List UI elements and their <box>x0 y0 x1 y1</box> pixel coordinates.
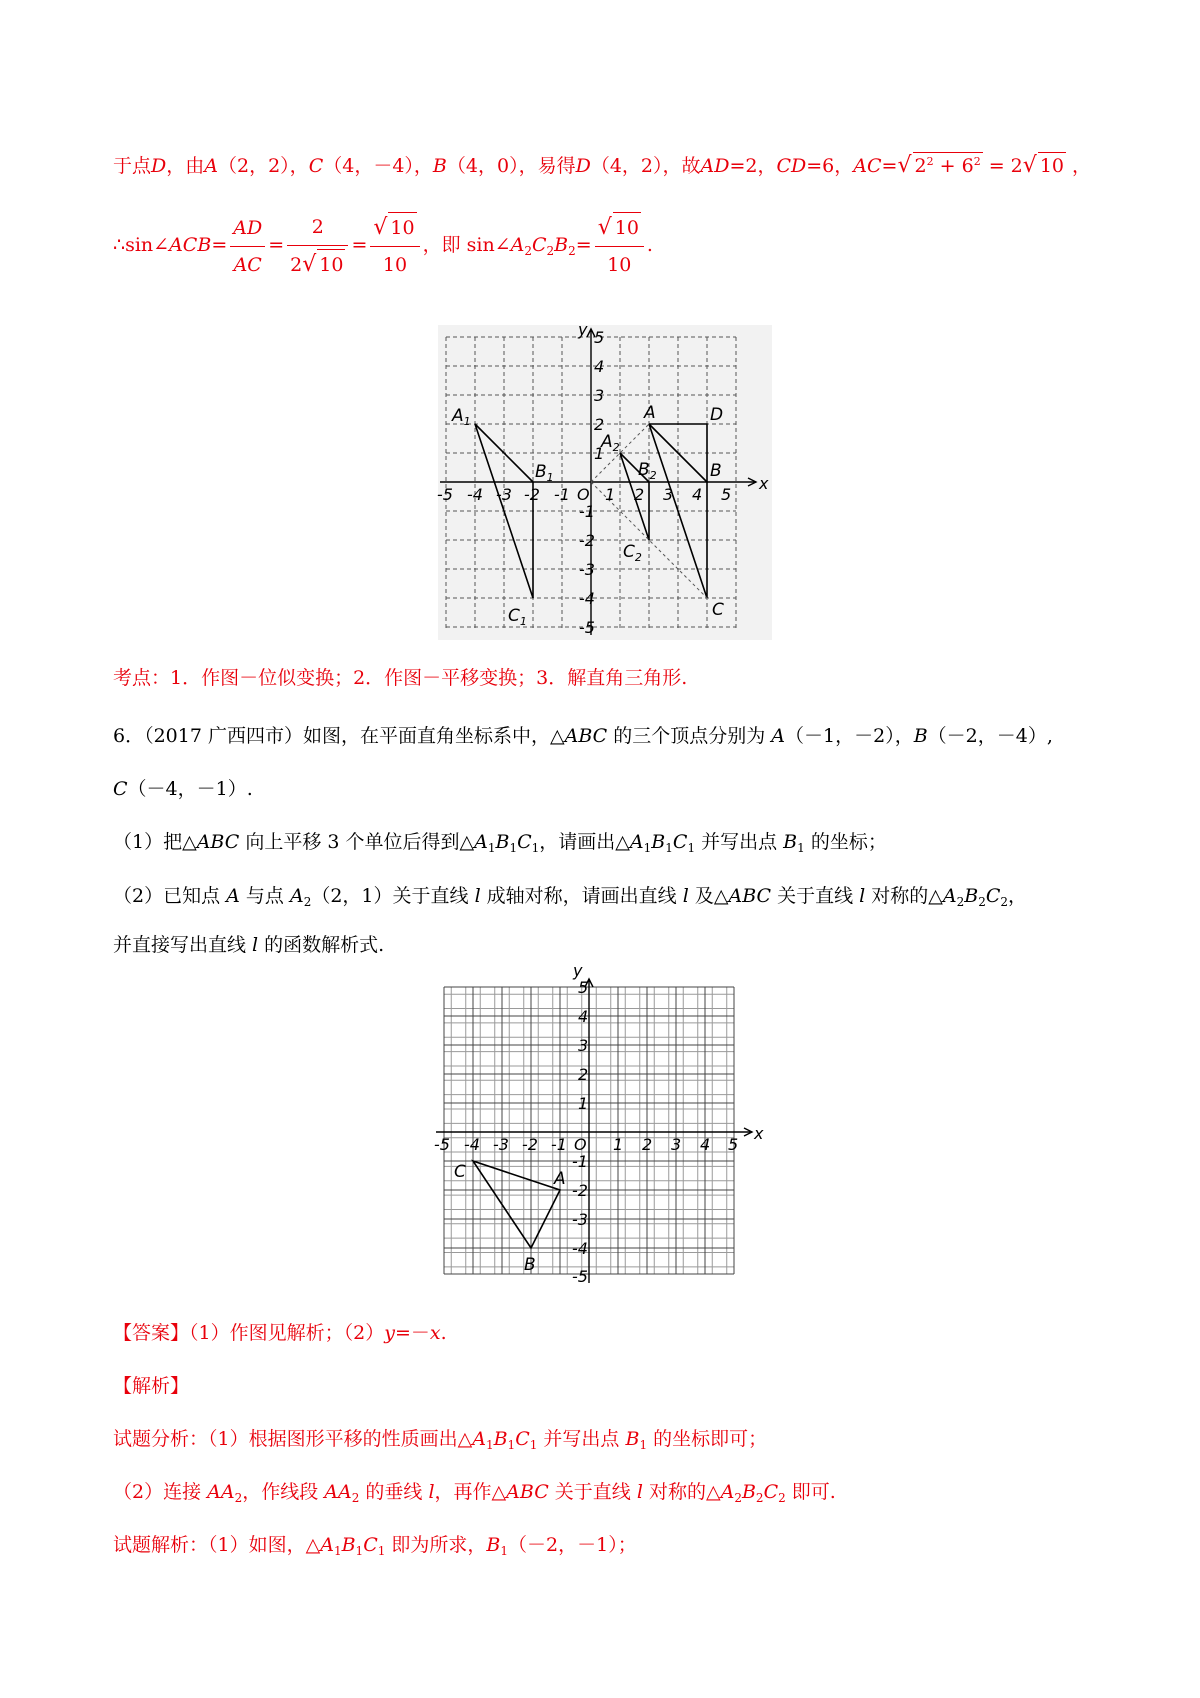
analysis-line-2 <box>113 1479 836 1505</box>
tick-y: -2 <box>579 531 595 550</box>
coord-B1: （－2，－1）； <box>508 1534 637 1556</box>
origin-label: O <box>574 1135 587 1154</box>
coord-A: （2，2）， <box>218 155 309 177</box>
subscript: 1 <box>485 1438 494 1452</box>
tick-y: 5 <box>594 328 605 347</box>
denominator: AC <box>233 253 262 276</box>
label-c: C <box>712 600 724 620</box>
tick-y: 3 <box>594 386 605 405</box>
problem-6-stem-line-2 <box>113 776 253 802</box>
var-l: l <box>474 885 481 907</box>
text: 试题分析：（1）根据图形平移的性质画出△ <box>113 1428 473 1450</box>
axis-label-x: x <box>754 1124 764 1143</box>
label-b1: $B_1$ <box>535 462 554 484</box>
tick-x: 3 <box>671 1135 682 1154</box>
text: 6 <box>961 155 974 177</box>
coord-A: （－1，－2）， <box>785 725 914 747</box>
label-a1: $A_1$ <box>452 406 471 428</box>
subscript: 1 <box>639 1438 648 1452</box>
text: 关于直线 <box>771 885 860 907</box>
tick-x: 4 <box>692 485 703 504</box>
var-x: x <box>429 1322 441 1344</box>
text: 2 <box>290 254 303 276</box>
var-A: A <box>289 885 304 907</box>
subscript: 1 <box>665 841 673 855</box>
text: （2，1）关于直线 <box>311 885 475 907</box>
var-AA: AA <box>207 1481 235 1503</box>
problem-6-question-1 <box>113 829 887 855</box>
text: 向上平移 3 个单位后得到△ <box>239 831 475 853</box>
var-B: B <box>964 885 979 907</box>
var-A: A <box>629 831 644 853</box>
subscript: 2 <box>234 1491 243 1505</box>
var-A: A <box>474 831 488 853</box>
fraction-ad-ac <box>230 213 265 280</box>
var-C: C <box>672 831 688 853</box>
subscript: 2 <box>1000 895 1009 909</box>
tick-y: -3 <box>579 560 595 579</box>
tick-y: -1 <box>579 502 595 521</box>
subscript: 2 <box>755 1491 764 1505</box>
text: =－ <box>394 1322 430 1344</box>
tick-y: 1 <box>578 1094 589 1113</box>
tick-y: 2 <box>578 1065 589 1084</box>
denominator: 10 <box>607 254 632 276</box>
var-B: B <box>913 725 928 747</box>
radical-sign: √ <box>373 215 388 240</box>
radical-sign: √ <box>897 153 912 178</box>
tick-x: -3 <box>496 485 512 504</box>
var-y: y <box>384 1322 395 1344</box>
coord-D: （4，2），故 <box>590 155 701 177</box>
subscript: 1 <box>687 841 696 855</box>
label-d: D <box>710 405 724 425</box>
tick-y: -2 <box>572 1181 588 1200</box>
label-a: A <box>644 403 656 423</box>
coord-C: （4，－4）， <box>323 155 433 177</box>
subscript: 1 <box>355 1544 364 1558</box>
var-ACB: ACB <box>169 234 212 256</box>
subscript: 1 <box>507 1438 516 1452</box>
tick-x: 1 <box>605 485 616 504</box>
var-ABC: ABC <box>196 831 240 853</box>
subscript: 1 <box>487 841 496 855</box>
var-C: C <box>531 234 547 256</box>
var-B: B <box>486 1534 501 1556</box>
tick-y: -5 <box>572 1267 588 1286</box>
text: 及△ <box>688 885 729 907</box>
numerator: AD <box>230 213 265 247</box>
text: （1）把△ <box>113 831 197 853</box>
text: 6．（2017 广西四市）如图，在平面直角坐标系中，△ <box>113 725 565 747</box>
var-B: B <box>625 1428 640 1450</box>
subscript: 1 <box>333 1544 342 1558</box>
text: 的坐标； <box>804 831 887 853</box>
text: 于点 <box>113 155 152 177</box>
subscript: 2 <box>734 1491 742 1505</box>
var-l: l <box>682 885 689 907</box>
triangle-abc <box>473 1161 560 1248</box>
var-l: l <box>428 1481 435 1503</box>
tick-x: -2 <box>522 1135 538 1154</box>
tick-y: -5 <box>579 618 595 637</box>
kaodian-line: 考点：1．作图－位似变换；2．作图－平移变换；3．解直角三角形. <box>113 667 688 689</box>
var-l: l <box>636 1481 643 1503</box>
var-A: A <box>472 1428 486 1450</box>
exponent: 2 <box>926 155 934 168</box>
analysis-line-1 <box>113 1426 767 1452</box>
var-D: D <box>575 155 591 177</box>
label-c1: $C_1$ <box>508 606 527 628</box>
subscript: 1 <box>500 1544 509 1558</box>
var-B: B <box>554 234 569 256</box>
numerator <box>370 212 419 247</box>
text: （2）连接 <box>113 1481 208 1503</box>
subscript: 1 <box>509 841 518 855</box>
text: = <box>211 234 228 256</box>
subscript: 1 <box>377 1544 386 1558</box>
var-l: l <box>252 934 259 956</box>
label-a2: $A_2$ <box>601 432 620 454</box>
sqrt-value: 10 <box>613 212 641 243</box>
var-AA: AA <box>324 1481 352 1503</box>
tick-y: 5 <box>578 978 589 997</box>
var-l: l <box>859 885 866 907</box>
tick-x: -4 <box>467 485 483 504</box>
text: ，作线段 <box>242 1481 325 1503</box>
var-C: C <box>308 155 324 177</box>
text: 即为所求， <box>385 1534 487 1556</box>
text: ，再作△ <box>434 1481 507 1503</box>
text: 关于直线 <box>548 1481 637 1503</box>
solution-line-2: ∴sin∠ACB= $\frac{AD}{AC}$ = $\frac{2}{2√ 10}$ = $\frac{√ 10}{10}$ ，即 $\sin\angle A_2C_2B_2=$ $\frac{√ 10}{10}$ . <box>113 212 653 280</box>
solution-line-1 <box>113 152 1091 179</box>
subscript: 2 <box>303 895 312 909</box>
tick-y: 2 <box>594 415 605 434</box>
label-c2: $C_2$ <box>623 542 642 564</box>
text: 与点 <box>239 885 290 907</box>
var-C: C <box>763 1481 779 1503</box>
label-b: B <box>710 461 722 481</box>
fraction-2-over-2root10 <box>287 212 348 280</box>
text: = <box>575 234 592 256</box>
subscript: 2 <box>524 244 532 258</box>
sqrt-value: 10 <box>388 212 416 243</box>
axis-label-y: y <box>578 320 588 339</box>
tick-x: 3 <box>663 485 674 504</box>
var-A: A <box>320 1534 334 1556</box>
var-A: A <box>771 725 786 747</box>
tick-x: -5 <box>437 485 453 504</box>
numerator: 2 <box>287 212 348 246</box>
answer-line <box>113 1320 447 1346</box>
sqrt-value: 10 <box>1038 152 1066 179</box>
var-D: D <box>151 155 167 177</box>
var-ABC: ABC <box>506 1481 549 1503</box>
subscript: 2 <box>546 244 555 258</box>
var-B: B <box>341 1534 356 1556</box>
tick-x: 2 <box>634 485 645 504</box>
fraction-root10-over-10 <box>370 212 419 280</box>
subscript: 2 <box>956 895 965 909</box>
radical-sign: √ <box>597 215 612 240</box>
text: ，请画出△ <box>539 831 630 853</box>
sqrt-expression <box>913 152 983 179</box>
var-B: B <box>495 831 510 853</box>
tick-y: -4 <box>579 589 595 608</box>
numerator <box>595 212 644 247</box>
text: . <box>440 1322 447 1344</box>
analysis-line-3 <box>113 1532 637 1558</box>
text: 2 <box>914 155 927 177</box>
subscript: 2 <box>978 895 986 909</box>
tick-x: -1 <box>551 1135 567 1154</box>
text: 试题解析：（1）如图，△ <box>113 1534 321 1556</box>
axis-label-x: x <box>759 474 769 493</box>
text: 并写出点 <box>695 831 784 853</box>
tick-y: 1 <box>594 444 605 463</box>
var-B: B <box>783 831 798 853</box>
tick-y: 4 <box>578 1007 589 1026</box>
problem-6-stem-line-1 <box>113 723 1053 749</box>
radical-sign: √ <box>302 252 317 277</box>
tick-x: -3 <box>493 1135 509 1154</box>
therefore-symbol: ∴ <box>113 234 126 256</box>
var-A: A <box>720 1481 735 1503</box>
subscript: 1 <box>529 1438 538 1452</box>
tick-x: -5 <box>434 1135 450 1154</box>
label-b2: $B_2$ <box>638 460 657 482</box>
problem-6-question-2-cont <box>113 932 384 958</box>
text: 即可. <box>785 1481 836 1503</box>
tick-x: 5 <box>721 485 732 504</box>
text: ，由 <box>166 155 205 177</box>
tick-x: 1 <box>613 1135 624 1154</box>
coord-C: （－4，－1）. <box>127 778 253 800</box>
var-B: B <box>741 1481 756 1503</box>
figure-2-coordinate-grid <box>432 958 762 1286</box>
tick-y: -4 <box>572 1239 588 1258</box>
figure-1-coordinate-grid <box>437 320 772 640</box>
origin-label: O <box>577 485 590 504</box>
analysis-tag: 【解析】 <box>113 1375 190 1397</box>
var-C: C <box>515 1428 530 1450</box>
text: 对称的△ <box>642 1481 721 1503</box>
sqrt-value: 10 <box>317 249 345 280</box>
tick-x: -1 <box>554 485 570 504</box>
subscript: 1 <box>797 841 805 855</box>
subscript: 2 <box>778 1491 786 1505</box>
coord-B: （－2，－4）, <box>927 725 1053 747</box>
var-AD: AD <box>700 155 730 177</box>
denominator: 10 <box>382 254 408 276</box>
var-C: C <box>517 831 532 853</box>
text: ， <box>1066 155 1092 177</box>
subscript: 2 <box>568 244 576 258</box>
text: （1）作图见解析；（2） <box>189 1322 385 1344</box>
tick-y: 4 <box>594 357 605 376</box>
axis-label-y: y <box>573 961 583 980</box>
text: 的三个顶点分别为 <box>607 725 772 747</box>
var-ABC: ABC <box>564 725 608 747</box>
label-b: B <box>524 1255 536 1275</box>
label-a: A <box>554 1169 566 1189</box>
var-CD: CD <box>776 155 807 177</box>
problem-6-question-2 <box>113 883 1027 909</box>
text: ，即 sin∠ <box>422 234 511 256</box>
var-A: A <box>226 885 240 907</box>
var-B: B <box>432 155 447 177</box>
denominator <box>287 246 348 280</box>
tick-y: -3 <box>572 1210 588 1229</box>
label-c: C <box>454 1162 466 1182</box>
text: 成轴对称，请画出直线 <box>480 885 683 907</box>
text: 的垂线 <box>359 1481 429 1503</box>
var-ABC: ABC <box>728 885 772 907</box>
tick-x: 4 <box>700 1135 711 1154</box>
text: 的函数解析式. <box>258 934 385 956</box>
text: 的坐标即可； <box>647 1428 768 1450</box>
text: 并写出点 <box>537 1428 626 1450</box>
value-CD: =6， <box>806 155 854 177</box>
text: = <box>881 155 898 177</box>
var-A: A <box>510 234 525 256</box>
var-AC: AC <box>853 155 882 177</box>
text: （2）已知点 <box>113 885 227 907</box>
fraction-root10-over-10 <box>595 212 644 280</box>
tick-x: -2 <box>524 485 540 504</box>
tick-x: 2 <box>642 1135 653 1154</box>
tick-x: 5 <box>728 1135 739 1154</box>
var-C: C <box>113 778 128 800</box>
answer-tag: 【答案】 <box>113 1322 190 1344</box>
var-B: B <box>651 831 666 853</box>
subscript: 1 <box>531 841 540 855</box>
exponent: 2 <box>973 155 981 168</box>
tick-x: -4 <box>464 1135 480 1154</box>
var-C: C <box>363 1534 378 1556</box>
tick-y: -1 <box>572 1152 588 1171</box>
radical-sign: √ <box>1022 153 1037 178</box>
var-C: C <box>985 885 1001 907</box>
text: sin∠ <box>125 234 170 256</box>
text: 对称的△ <box>865 885 943 907</box>
coord-B: （4，0），易得 <box>446 155 576 177</box>
tick-y: 3 <box>578 1036 589 1055</box>
text: . <box>646 234 653 256</box>
var-A: A <box>204 155 218 177</box>
var-B: B <box>493 1428 508 1450</box>
subscript: 1 <box>643 841 652 855</box>
text: + <box>933 155 962 177</box>
text: 并直接写出直线 <box>113 934 253 956</box>
var-A: A <box>942 885 957 907</box>
value-AD: =2， <box>729 155 777 177</box>
subscript: 2 <box>351 1491 360 1505</box>
text: = 2 <box>982 155 1023 177</box>
text: ， <box>1008 885 1028 907</box>
